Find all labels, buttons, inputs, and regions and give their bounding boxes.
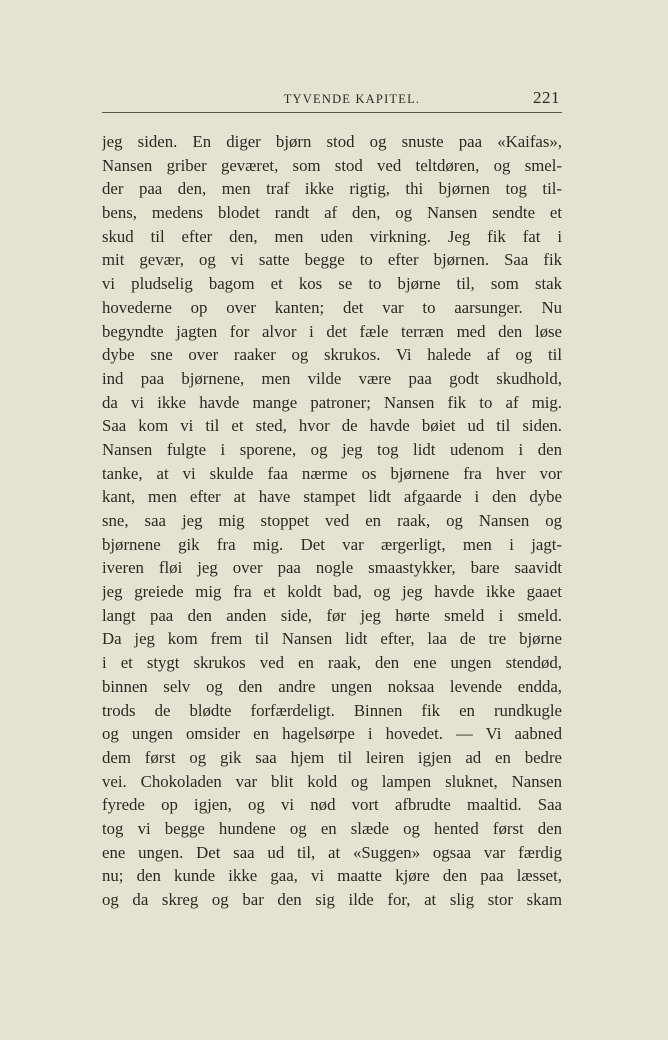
text-line: dybe sne over raaker og skrukos. Vi halede af og til <box>102 345 562 365</box>
text-line: skud til efter den, men uden virkning. Jeg fik fat i <box>102 226 562 246</box>
text-line: og ungen omsider en hagelsørpe i hovedet. — Vi aabned <box>102 724 562 744</box>
text-line: binnen selv og den andre ungen noksaa levende endda, <box>102 676 562 696</box>
text-line: Saa kom vi til et sted, hvor de havde bøiet ud til siden. <box>102 416 562 436</box>
running-head <box>102 88 562 110</box>
header-rule <box>102 112 562 113</box>
text-line: tanke, at vi skulde faa nærme os bjørnene fra hver vor <box>102 463 562 483</box>
text-line: bjørnene gik fra mig. Det var ærgerligt, men i jagt- <box>102 534 562 554</box>
chapter-running-title: TYVENDE KAPITEL. <box>283 92 421 106</box>
text-line: mit gevær, og vi satte begge to efter bjørnen. Saa fik <box>102 250 562 270</box>
text-line: dem først og gik saa hjem til leiren igjen ad en bedre <box>102 747 562 767</box>
text-line: hovederne op over kanten; det var to aarsunger. Nu <box>102 297 562 317</box>
text-line: ind paa bjørnene, men vilde være paa godt skudhold, <box>102 368 562 388</box>
text-line: begyndte jagten for alvor i det fæle terræn med den løse <box>102 321 562 341</box>
text-line: iveren fløi jeg over paa nogle smaastykker, bare saavidt <box>102 558 562 578</box>
text-line: trods de blødte forfærdeligt. Binnen fik en rundkugle <box>102 700 562 720</box>
text-line: vi pludselig bagom et kos se to bjørne til, som stak <box>102 274 562 294</box>
text-line: kant, men efter at have stampet lidt afgaarde i den dybe <box>102 487 562 507</box>
text-line: bens, medens blodet randt af den, og Nansen sendte et <box>102 203 562 223</box>
text-line: der paa den, men traf ikke rigtig, thi bjørnen tog til- <box>102 179 562 199</box>
text-line: Da jeg kom frem til Nansen lidt efter, laa de tre bjørne <box>102 629 562 649</box>
text-line: nu; den kunde ikke gaa, vi maatte kjøre den paa læsset, <box>102 866 562 886</box>
text-line: sne, saa jeg mig stoppet ved en raak, og Nansen og <box>102 511 562 530</box>
text-line: tog vi begge hundene og en slæde og hented først den <box>102 818 562 838</box>
text-line: i et stygt skrukos ved en raak, den ene ungen stendød, <box>102 653 562 673</box>
page-number: 221 <box>533 88 560 107</box>
text-line: og da skreg og bar den sig ilde for, at slig stor skam <box>102 890 562 909</box>
text-line: da vi ikke havde mange patroner; Nansen fik to af mig. <box>102 392 562 412</box>
text-line: jeg siden. En diger bjørn stod og snuste paa «Kaifas», <box>102 132 562 151</box>
text-line: langt paa den anden side, før jeg hørte smeld i smeld. <box>102 605 562 625</box>
text-line: vei. Chokoladen var blit kold og lampen sluknet, Nansen <box>102 771 562 791</box>
text-line: fyrede op igjen, og vi nød vort afbrudte maaltid. Saa <box>102 795 562 815</box>
body-text <box>102 130 562 912</box>
text-line: Nansen fulgte i sporene, og jeg tog lidt udenom i den <box>102 439 562 459</box>
text-line: Nansen griber geværet, som stod ved teltdøren, og smel- <box>102 155 562 175</box>
text-line: ene ungen. Det saa ud til, at «Suggen» ogsaa var færdig <box>102 842 562 862</box>
text-line: jeg greiede mig fra et koldt bad, og jeg havde ikke gaaet <box>102 582 562 602</box>
